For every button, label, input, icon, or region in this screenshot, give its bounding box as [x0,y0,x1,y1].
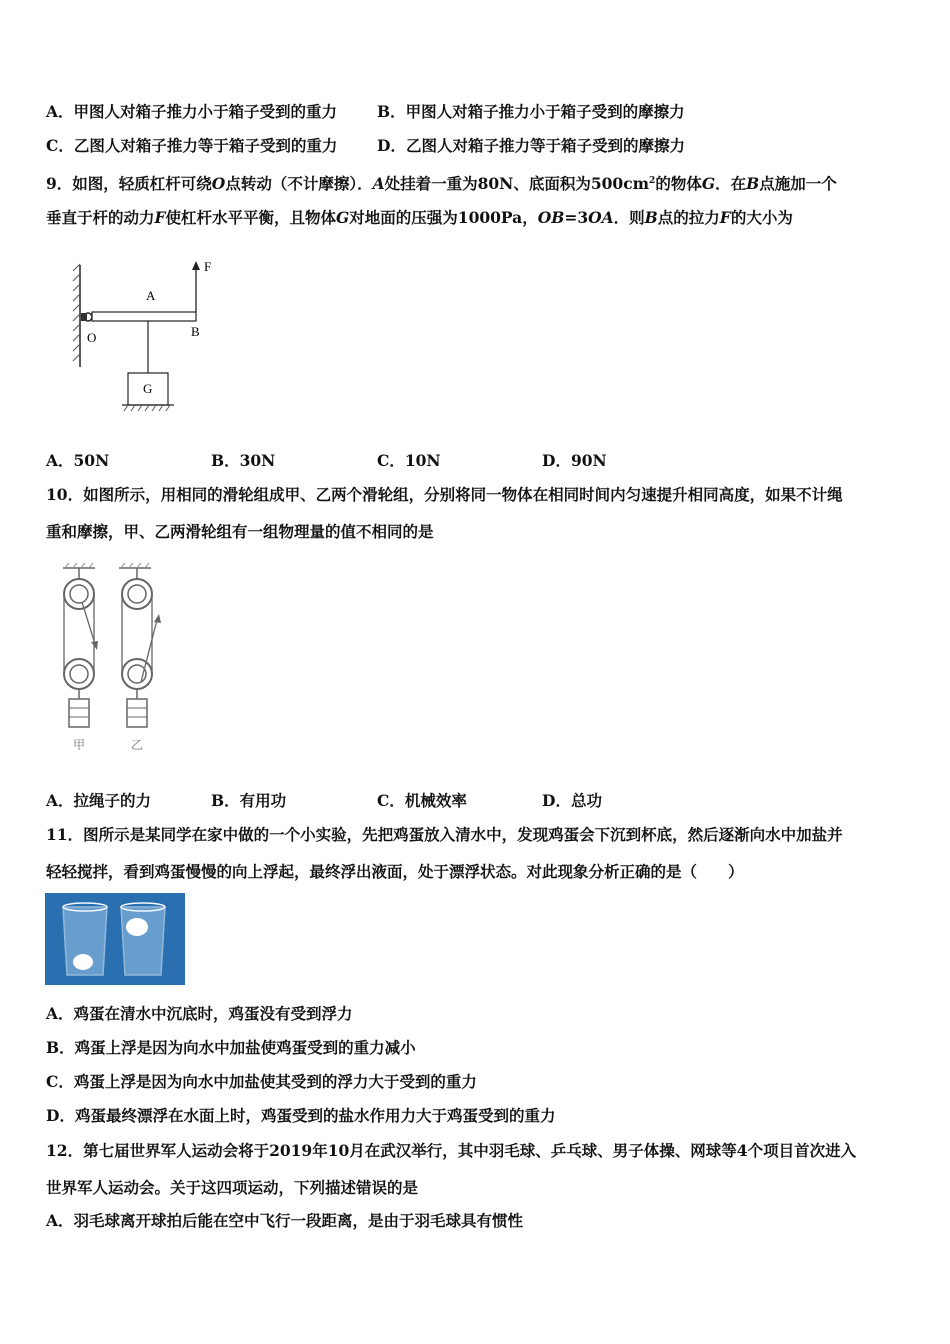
q11-option-d: D．鸡蛋最终漂浮在水面上时，鸡蛋受到的盐水作用力大于鸡蛋受到的重力 [46,1106,556,1125]
q10-option-c: C．机械效率 [377,791,467,810]
label-o: O [87,330,97,345]
q9-text: 点施加一个 [759,174,837,194]
egg-experiment-photo [45,893,185,985]
q8-option-d: D．乙图人对箱子推力等于箱子受到的摩擦力 [377,136,685,155]
label-yi: 乙 [131,738,144,752]
q10-stem-line2: 重和摩擦，甲、乙两滑轮组有一组物理量的值不相同的是 [46,522,434,541]
q10-option-d: D．总功 [542,791,602,810]
label-f: F [204,259,212,274]
q9-option-a: A．50N [46,451,110,470]
label-a: A [146,288,156,303]
q11-stem-line1: 11．图所示是某同学在家中做的一个小实验，先把鸡蛋放入清水中，发现鸡蛋会下沉到杯底，然后逐渐向水中加盐并 [46,825,843,844]
q9-text: 的大小为 [730,208,793,227]
q9-option-b: B．30N [211,451,276,470]
q8-option-b: B．甲图人对箱子推力小于箱子受到的摩擦力 [377,102,685,121]
q9-var: G [701,174,716,194]
q9-text: ．在 [715,174,747,194]
q9-text: 9．如图，轻质杠杆可绕 [46,174,212,194]
q9-stem-line2 [46,208,793,228]
label-jia: 甲 [73,738,86,752]
q10-stem-line1: 10．如图所示，用相同的滑轮组成甲、乙两个滑轮组，分别将同一物体在相同时间内匀速提升相同高度，如果不计绳 [46,485,843,504]
q9-var: O [211,174,226,194]
q9-var: A [372,174,385,194]
q9-text: 对地面的压强为1000Pa， [349,208,538,227]
q12-stem-line1: 12．第七届世界军人运动会将于2019年10月在武汉举行，其中羽毛球、乒乓球、男子体操、网球等4个项目首次进入 [46,1141,857,1160]
q9-option-c: C．10N [377,451,441,470]
q12-stem-line2: 世界军人运动会。关于这四项运动，下列描述错误的是 [46,1178,419,1197]
q9-text: 的物体 [655,174,702,194]
q8-option-c: C．乙图人对箱子推力等于箱子受到的重力 [46,136,338,155]
q10-option-a: A．拉绳子的力 [46,791,152,810]
q9-var: F [719,208,731,227]
q12-option-a: A．羽毛球离开球拍后能在空中飞行一段距离，是由于羽毛球具有惯性 [46,1211,524,1230]
q11-stem-line2: 轻轻搅拌，看到鸡蛋慢慢的向上浮起，最终浮出液面，处于漂浮状态。对此现象分析正确的是（ ） [46,862,744,881]
q9-superscript: 2 [649,176,656,186]
pulley-diagram [55,562,165,757]
q11-option-a: A．鸡蛋在清水中沉底时，鸡蛋没有受到浮力 [46,1004,353,1023]
q9-text: 垂直于杆的动力 [46,208,155,227]
q9-var: OB [537,208,565,227]
label-b: B [191,324,200,339]
q9-var: F [154,208,166,227]
q11-option-c: C．鸡蛋上浮是因为向水中加盐使其受到的浮力大于受到的重力 [46,1072,477,1091]
q9-var: G [336,208,350,227]
q9-text: 处挂着一重为80N、底面积为500cm [384,174,650,194]
q11-option-b: B．鸡蛋上浮是因为向水中加盐使鸡蛋受到的重力减小 [46,1038,416,1057]
q9-text: 使杠杆水平平衡，且物体 [165,208,337,227]
label-g: G [143,381,153,396]
q9-text: ．则 [613,208,645,227]
q9-stem-line1 [46,171,837,194]
q9-var: B [644,208,658,227]
q10-option-b: B．有用功 [211,791,287,810]
q9-text: =3 [564,208,589,227]
lever-diagram [70,255,220,420]
q9-var: OA [588,208,614,227]
q9-text: 点转动（不计摩擦）． [225,174,373,194]
q8-option-a: A．甲图人对箱子推力小于箱子受到的重力 [46,102,338,121]
q9-text: 点的拉力 [657,208,720,227]
q9-var: B [746,174,760,194]
q9-option-d: D．90N [542,451,607,470]
